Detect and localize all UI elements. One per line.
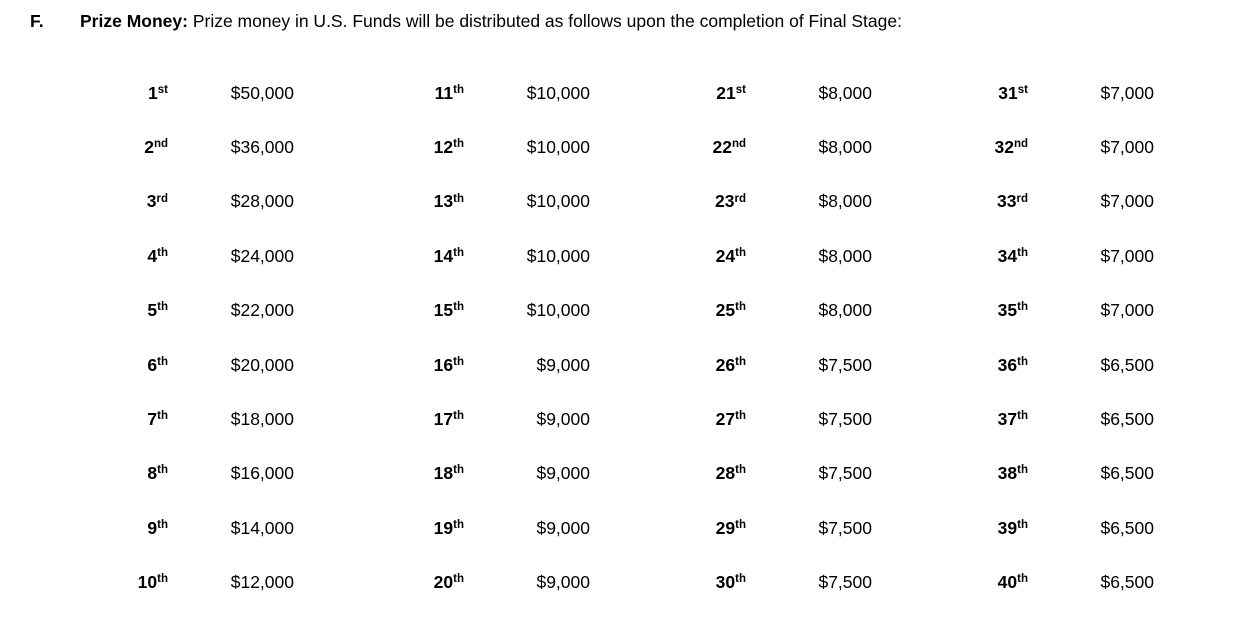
rank-cell	[122, 501, 168, 555]
amount-cell: $6,500	[1100, 517, 1154, 538]
rank-number: 17	[433, 409, 454, 430]
rank-suffix: th	[1017, 301, 1028, 314]
column-gap	[872, 120, 982, 174]
rank-cell	[418, 447, 464, 501]
rank-number: 29	[715, 517, 736, 538]
amount-cell: $9,000	[536, 409, 590, 430]
rank-cell	[122, 338, 168, 392]
rank-number: 3	[146, 191, 157, 212]
column-gap	[294, 175, 418, 229]
rank-number: 25	[715, 300, 736, 321]
column-gap	[590, 447, 700, 501]
rank-suffix: th	[735, 301, 746, 314]
rank-suffix: th	[157, 464, 168, 477]
rank-number: 1	[148, 82, 158, 103]
rank-number: 26	[715, 354, 736, 375]
amount-cell: $7,500	[818, 572, 872, 593]
rank-cell	[982, 120, 1028, 174]
amount-cell: $7,000	[1100, 300, 1154, 321]
rank-cell	[700, 556, 746, 610]
amount-cell: $7,000	[1100, 191, 1154, 212]
table-row	[122, 447, 1154, 501]
rank-cell	[122, 175, 168, 229]
rank-suffix: th	[157, 355, 168, 368]
rank-cell	[418, 556, 464, 610]
column-gap	[872, 175, 982, 229]
amount-cell: $9,000	[536, 463, 590, 484]
rank-suffix: th	[453, 138, 464, 151]
amount-cell: $9,000	[536, 517, 590, 538]
rank-number: 10	[137, 572, 158, 593]
rank-cell	[418, 284, 464, 338]
rank-number: 27	[715, 409, 736, 430]
rank-number: 7	[147, 409, 158, 430]
amount-cell: $12,000	[230, 572, 294, 593]
section-letter: F.	[30, 11, 44, 31]
amount-cell: $6,500	[1100, 354, 1154, 375]
rank-cell	[418, 338, 464, 392]
column-gap	[294, 392, 418, 446]
rank-number: 6	[147, 354, 158, 375]
rank-suffix: th	[1017, 410, 1028, 423]
rank-suffix: th	[453, 573, 464, 586]
amount-cell: $24,000	[230, 245, 294, 266]
column-gap	[590, 392, 700, 446]
rank-number: 13	[433, 191, 454, 212]
rank-cell	[982, 501, 1028, 555]
rank-number: 39	[997, 517, 1018, 538]
rank-suffix: th	[1017, 518, 1028, 531]
column-gap	[872, 447, 982, 501]
amount-cell: $10,000	[526, 191, 590, 212]
rank-suffix: st	[1017, 83, 1028, 96]
column-gap	[294, 66, 418, 120]
rank-cell	[700, 66, 746, 120]
rank-number: 21	[716, 82, 736, 103]
rank-number: 20	[433, 572, 454, 593]
amount-cell: $18,000	[230, 409, 294, 430]
rank-suffix: th	[157, 573, 168, 586]
rank-number: 16	[433, 354, 454, 375]
column-gap	[294, 120, 418, 174]
rank-number: 22	[712, 137, 732, 158]
column-gap	[590, 229, 700, 283]
amount-cell: $8,000	[818, 300, 872, 321]
rank-number: 37	[997, 409, 1018, 430]
column-gap	[294, 229, 418, 283]
amount-cell: $9,000	[536, 572, 590, 593]
rank-cell	[982, 338, 1028, 392]
rank-cell	[418, 392, 464, 446]
rank-cell	[418, 120, 464, 174]
rank-suffix: th	[157, 410, 168, 423]
rank-number: 40	[997, 572, 1018, 593]
column-gap	[590, 501, 700, 555]
section-body-text: Prize money in U.S. Funds will be distributed as follows upon the completion of Final Stage:	[192, 11, 902, 31]
table-row	[122, 338, 1154, 392]
table-row	[122, 175, 1154, 229]
rank-suffix: rd	[1016, 192, 1028, 205]
rank-suffix: th	[453, 83, 464, 96]
rank-suffix: th	[453, 246, 464, 259]
rank-suffix: th	[735, 573, 746, 586]
rank-suffix: rd	[156, 192, 168, 205]
rank-suffix: th	[735, 464, 746, 477]
column-gap	[294, 501, 418, 555]
column-gap	[872, 392, 982, 446]
rank-number: 15	[433, 300, 454, 321]
column-gap	[590, 120, 700, 174]
rank-number: 12	[433, 137, 454, 158]
rank-number: 4	[147, 245, 158, 266]
rank-cell	[418, 229, 464, 283]
amount-cell: $7,000	[1100, 137, 1154, 158]
amount-cell: $50,000	[230, 82, 294, 103]
amount-cell: $28,000	[230, 191, 294, 212]
rank-suffix: st	[157, 83, 168, 96]
rank-number: 34	[997, 245, 1018, 266]
rank-cell	[700, 175, 746, 229]
amount-cell: $6,500	[1100, 409, 1154, 430]
rank-cell	[700, 338, 746, 392]
rank-number: 14	[433, 245, 454, 266]
rank-suffix: th	[735, 410, 746, 423]
column-gap	[294, 556, 418, 610]
rank-number: 5	[147, 300, 158, 321]
rank-cell	[982, 175, 1028, 229]
column-gap	[294, 284, 418, 338]
rank-suffix: th	[453, 192, 464, 205]
rank-number: 8	[147, 463, 158, 484]
table-row	[122, 66, 1154, 120]
amount-cell: $36,000	[230, 137, 294, 158]
amount-cell: $7,500	[818, 409, 872, 430]
amount-cell: $16,000	[230, 463, 294, 484]
rank-suffix: th	[157, 246, 168, 259]
section-heading	[30, 10, 1230, 32]
column-gap	[590, 66, 700, 120]
rank-number: 23	[715, 191, 735, 212]
rank-suffix: th	[735, 246, 746, 259]
column-gap	[872, 284, 982, 338]
amount-cell: $10,000	[526, 137, 590, 158]
rank-suffix: th	[157, 301, 168, 314]
amount-cell: $7,000	[1100, 82, 1154, 103]
rank-cell	[122, 284, 168, 338]
rank-number: 2	[144, 137, 154, 158]
table-row	[122, 120, 1154, 174]
amount-cell: $7,500	[818, 517, 872, 538]
rank-suffix: nd	[731, 138, 746, 151]
rank-cell	[122, 66, 168, 120]
amount-cell: $22,000	[230, 300, 294, 321]
rank-cell	[982, 66, 1028, 120]
rank-cell	[700, 229, 746, 283]
column-gap	[590, 175, 700, 229]
column-gap	[872, 501, 982, 555]
rank-suffix: st	[735, 83, 746, 96]
rank-suffix: th	[735, 518, 746, 531]
rank-cell	[982, 556, 1028, 610]
rank-cell	[122, 120, 168, 174]
rank-suffix: th	[453, 464, 464, 477]
amount-cell: $8,000	[818, 137, 872, 158]
column-gap	[294, 338, 418, 392]
amount-cell: $7,500	[818, 354, 872, 375]
rank-cell	[122, 447, 168, 501]
rank-suffix: th	[453, 355, 464, 368]
rank-cell	[982, 392, 1028, 446]
column-gap	[872, 66, 982, 120]
rank-cell	[982, 229, 1028, 283]
rank-suffix: nd	[153, 138, 168, 151]
rank-cell	[700, 120, 746, 174]
column-gap	[590, 556, 700, 610]
amount-cell: $8,000	[818, 245, 872, 266]
table-row	[122, 229, 1154, 283]
rank-suffix: nd	[1013, 138, 1028, 151]
rank-cell	[700, 392, 746, 446]
column-gap	[872, 229, 982, 283]
amount-cell: $7,500	[818, 463, 872, 484]
rank-cell	[700, 501, 746, 555]
rank-number: 31	[998, 82, 1018, 103]
rank-suffix: th	[1017, 355, 1028, 368]
rank-cell	[418, 175, 464, 229]
column-gap	[590, 284, 700, 338]
amount-cell: $8,000	[818, 82, 872, 103]
amount-cell: $9,000	[536, 354, 590, 375]
section-label: Prize Money:	[80, 11, 188, 31]
amount-cell: $10,000	[526, 82, 590, 103]
rank-cell	[982, 284, 1028, 338]
table-row	[122, 501, 1154, 555]
column-gap	[294, 447, 418, 501]
rank-cell	[122, 392, 168, 446]
amount-cell: $14,000	[230, 517, 294, 538]
table-row	[122, 556, 1154, 610]
prize-money-table	[122, 66, 1154, 610]
rank-number: 35	[997, 300, 1018, 321]
amount-cell: $20,000	[230, 354, 294, 375]
amount-cell: $7,000	[1100, 245, 1154, 266]
amount-cell: $10,000	[526, 300, 590, 321]
rank-suffix: th	[735, 355, 746, 368]
rank-cell	[982, 447, 1028, 501]
rank-number: 9	[147, 517, 158, 538]
amount-cell: $8,000	[818, 191, 872, 212]
rank-number: 32	[994, 137, 1014, 158]
column-gap	[872, 556, 982, 610]
rank-number: 30	[715, 572, 736, 593]
rank-suffix: th	[1017, 246, 1028, 259]
table-row	[122, 284, 1154, 338]
rank-cell	[418, 66, 464, 120]
rank-cell	[122, 229, 168, 283]
rank-suffix: th	[453, 518, 464, 531]
rank-number: 38	[997, 463, 1018, 484]
rank-suffix: rd	[734, 192, 746, 205]
rank-number: 19	[433, 517, 454, 538]
rank-number: 11	[434, 82, 454, 103]
rank-suffix: th	[157, 518, 168, 531]
rank-suffix: th	[453, 301, 464, 314]
rank-cell	[700, 447, 746, 501]
amount-cell: $10,000	[526, 245, 590, 266]
rank-number: 33	[997, 191, 1017, 212]
rank-suffix: th	[1017, 573, 1028, 586]
rank-number: 18	[433, 463, 454, 484]
table-row	[122, 392, 1154, 446]
rank-cell	[122, 556, 168, 610]
rank-cell	[418, 501, 464, 555]
column-gap	[872, 338, 982, 392]
amount-cell: $6,500	[1100, 572, 1154, 593]
rank-number: 24	[715, 245, 736, 266]
rank-cell	[700, 284, 746, 338]
column-gap	[590, 338, 700, 392]
amount-cell: $6,500	[1100, 463, 1154, 484]
rank-suffix: th	[453, 410, 464, 423]
rank-number: 28	[715, 463, 736, 484]
rank-number: 36	[997, 354, 1018, 375]
rank-suffix: th	[1017, 464, 1028, 477]
